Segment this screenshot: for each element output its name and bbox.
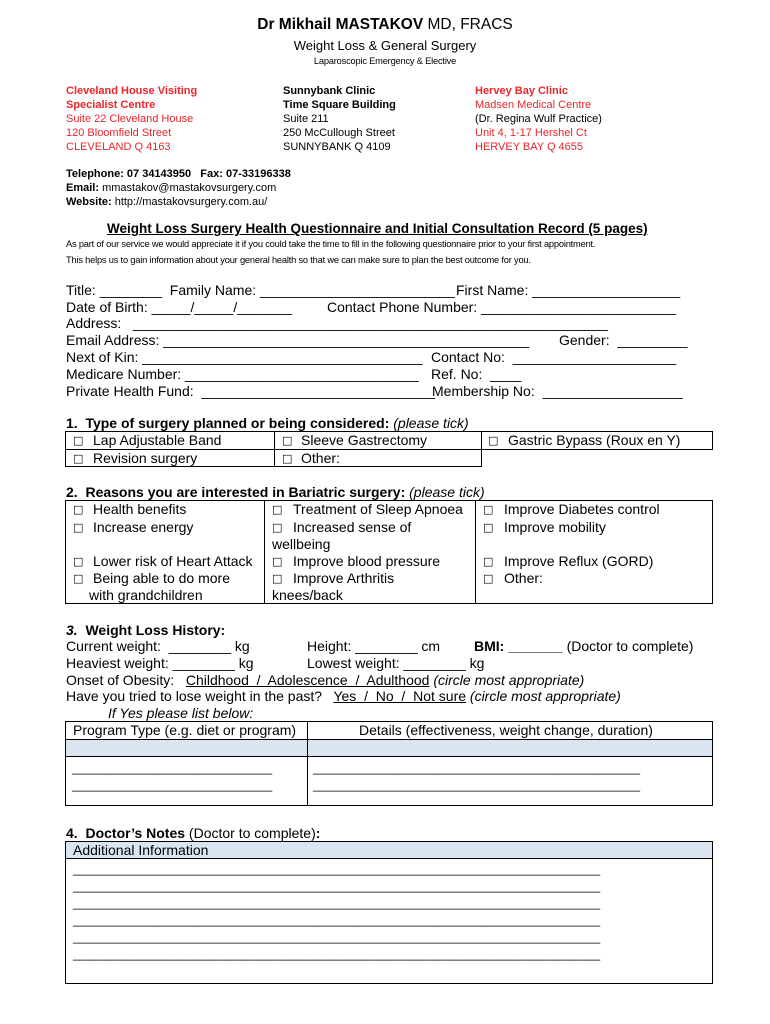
website-line: [66, 196, 267, 208]
checkbox-sleeve[interactable]: □: [282, 434, 293, 447]
notes-line-2[interactable]: _______________________________________________________________________________: [73, 879, 601, 893]
health-fund-field[interactable]: Private Health Fund: ______________________________: [66, 383, 435, 399]
clinic-sunnybank-line-5: SUNNYBANK Q 4109: [283, 141, 391, 153]
clinic-herveybay-line-1: Hervey Bay Clinic: [475, 85, 568, 97]
section-2-note: (please tick): [405, 484, 485, 500]
doctor-name: [0, 16, 770, 34]
checkbox-reflux[interactable]: □: [483, 555, 494, 568]
clinic-cleveland-line-3: Suite 22 Cleveland House: [66, 113, 194, 125]
checkbox-blood-pressure[interactable]: □: [272, 555, 283, 568]
notes-line-4[interactable]: _______________________________________________________________________________: [73, 913, 601, 927]
section-3-number: 3.: [66, 622, 78, 638]
dob-field[interactable]: Date of Birth: _____/_____/_______: [66, 299, 292, 315]
website-label: Website:: [66, 196, 112, 208]
details-row-1[interactable]: [307, 739, 713, 757]
reason-blood-pressure: Improve blood pressure: [293, 553, 441, 569]
notes-line-6[interactable]: _______________________________________________________________________________: [73, 947, 601, 961]
reason-mobility: Improve mobility: [504, 519, 606, 535]
program-row-1[interactable]: [65, 739, 308, 757]
clinic-sunnybank-line-1: Sunnybank Clinic: [283, 85, 376, 97]
reason-other: Other:: [504, 570, 543, 586]
option-sleeve: Sleeve Gastrectomy: [301, 432, 428, 448]
email-line: [66, 182, 276, 194]
checkbox-grandchildren[interactable]: □: [73, 572, 84, 585]
practice-tagline: Laparoscopic Emergency & Elective: [313, 56, 457, 66]
next-of-kin-field[interactable]: Next of Kin: ____________________________________: [66, 349, 423, 365]
section-3-heading: Weight Loss History:: [77, 622, 226, 638]
clinic-herveybay-line-5: HERVEY BAY Q 4655: [475, 141, 584, 153]
clinic-cleveland-line-2: Specialist Centre: [66, 99, 156, 111]
reason-diabetes: Improve Diabetes control: [504, 501, 660, 517]
clinic-sunnybank-line-2: Time Square Building: [283, 99, 396, 111]
option-revision: Revision surgery: [93, 450, 198, 466]
onset-of-obesity: [66, 672, 584, 688]
section-3-title: [66, 622, 225, 638]
onset-note: (circle most appropriate): [429, 672, 585, 688]
checkbox-other-surgery[interactable]: □: [282, 452, 293, 465]
tried-to-lose-weight: [66, 688, 621, 704]
membership-no-field[interactable]: Membership No: __________________: [432, 383, 683, 399]
section-1-note: (please tick): [389, 415, 469, 431]
reason-heart-attack: Lower risk of Heart Attack: [93, 553, 253, 569]
if-yes-instruction: If Yes please list below:: [108, 705, 254, 721]
reason-grandchildren-line-2: with grandchildren: [89, 587, 203, 603]
address-field[interactable]: Address: _____________________________________________________________: [66, 315, 608, 331]
reason-health-benefits: Health benefits: [93, 501, 187, 517]
contact-phone-field[interactable]: Contact Phone Number: _________________________: [327, 299, 676, 315]
intro-line-2: This helps us to gain information about your general health so that we can make sure to plan the best outcome for you.: [66, 255, 531, 265]
section-4-colon: :: [315, 825, 321, 841]
doctor-credentials: MD, FRACS: [423, 16, 513, 33]
doctor-name-bold: Dr Mikhail MASTAKOV: [257, 16, 424, 33]
title-family-name-field[interactable]: Title: ________ Family Name: _________________________: [66, 282, 455, 298]
checkbox-arthritis[interactable]: □: [272, 572, 283, 585]
clinic-herveybay-line-4: Unit 4, 1-17 Hershel Ct: [475, 127, 587, 139]
contact-no-field[interactable]: Contact No: _____________________: [431, 349, 677, 365]
notes-line-3[interactable]: _______________________________________________________________________________: [73, 896, 601, 910]
email-label: Email:: [66, 182, 100, 194]
clinic-cleveland-line-5: CLEVELAND Q 4163: [66, 141, 171, 153]
section-2-title: [66, 484, 485, 500]
checkbox-increase-energy[interactable]: □: [73, 521, 84, 534]
practice-subtitle: Weight Loss & General Surgery: [293, 38, 477, 53]
option-bypass: Gastric Bypass (Roux en Y): [508, 432, 681, 448]
onset-options[interactable]: Childhood / Adolescence / Adulthood: [185, 672, 430, 688]
reason-arthritis-line-1: Improve Arthritis: [293, 570, 395, 586]
bmi-label: BMI: _______: [474, 638, 563, 654]
details-blank-1[interactable]: _________________________________________________: [313, 761, 641, 775]
clinic-sunnybank-line-4: 250 McCullough Street: [283, 127, 395, 139]
option-other-surgery: Other:: [301, 450, 340, 466]
checkbox-other-reason[interactable]: □: [483, 572, 494, 585]
intro-line-1: As part of our service we would appreciate it if you could take the time to fill in the following questionnaire prior to your first appointment.: [66, 239, 596, 249]
checkbox-sleep-apnoea[interactable]: □: [272, 503, 283, 516]
reason-wellbeing-line-1: Increased sense of: [293, 519, 412, 535]
section-2-heading: 2. Reasons you are interested in Bariatric surgery:: [66, 484, 406, 500]
lowest-weight-field[interactable]: Lowest weight: ________ kg: [307, 655, 485, 671]
clinic-herveybay-line-3: (Dr. Regina Wulf Practice): [475, 113, 602, 125]
section-1-title: [66, 415, 469, 431]
bmi-field[interactable]: [474, 638, 693, 654]
checkbox-wellbeing[interactable]: □: [272, 521, 283, 534]
tried-note: (circle most appropriate): [466, 688, 621, 704]
ref-no-field[interactable]: Ref. No: ____: [431, 366, 522, 382]
reason-wellbeing-line-2: wellbeing: [272, 536, 331, 552]
checkbox-bypass[interactable]: □: [488, 434, 499, 447]
checkbox-lap-band[interactable]: □: [73, 434, 84, 447]
details-blank-2[interactable]: _________________________________________________: [313, 778, 641, 792]
checkbox-mobility[interactable]: □: [483, 521, 494, 534]
checkbox-revision[interactable]: □: [73, 452, 84, 465]
reason-reflux: Improve Reflux (GORD): [504, 553, 654, 569]
notes-line-5[interactable]: _______________________________________________________________________________: [73, 930, 601, 944]
section-4-title: [66, 825, 320, 841]
reason-increase-energy: Increase energy: [93, 519, 194, 535]
section-1-heading: 1. Type of surgery planned or being considered:: [66, 415, 390, 431]
program-blank-1[interactable]: ______________________________: [72, 761, 273, 775]
notes-line-1[interactable]: _______________________________________________________________________________: [73, 862, 601, 876]
bmi-note: (Doctor to complete): [562, 638, 694, 654]
checkbox-diabetes[interactable]: □: [483, 503, 494, 516]
form-title: Weight Loss Surgery Health Questionnaire and Initial Consultation Record (5 pages): [107, 221, 648, 236]
section-4-heading: 4. Doctor’s Notes: [66, 825, 186, 841]
checkbox-health-benefits[interactable]: □: [73, 503, 84, 516]
reason-sleep-apnoea: Treatment of Sleep Apnoea: [293, 501, 463, 517]
email-address-field[interactable]: Email Address: _______________________________________________: [66, 332, 530, 348]
clinic-cleveland-line-4: 120 Bloomfield Street: [66, 127, 172, 139]
heaviest-weight-field[interactable]: Heaviest weight: ________ kg: [66, 655, 254, 671]
option-lap-band: Lap Adjustable Band: [93, 432, 222, 448]
additional-info-label: Additional Information: [73, 842, 209, 858]
height-field[interactable]: Height: ________ cm: [307, 638, 441, 654]
reason-arthritis-line-2: knees/back: [272, 587, 343, 603]
medicare-number-field[interactable]: Medicare Number: ______________________________: [66, 366, 419, 382]
tried-options[interactable]: Yes / No / Not sure: [333, 688, 467, 704]
section-4-note: (Doctor to complete): [185, 825, 316, 841]
reason-grandchildren-line-1: Being able to do more: [93, 570, 230, 586]
gender-field[interactable]: Gender: _________: [559, 332, 688, 348]
program-column-header: Program Type (e.g. diet or program): [73, 722, 297, 738]
first-name-field[interactable]: First Name: ___________________: [456, 282, 681, 298]
current-weight-field[interactable]: Current weight: ________ kg: [66, 638, 250, 654]
tried-label: Have you tried to lose weight in the past?: [66, 688, 334, 704]
website-url[interactable]: http://mastakovsurgery.com.au/: [111, 196, 268, 208]
telephone-fax: Telephone: 07 34143950 Fax: 07-33196338: [66, 168, 291, 180]
clinic-herveybay-line-2: Madsen Medical Centre: [475, 99, 592, 111]
clinic-sunnybank-line-3: Suite 211: [283, 113, 329, 125]
clinic-cleveland-line-1: Cleveland House Visiting: [66, 85, 198, 97]
email-address[interactable]: mmastakov@mastakovsurgery.com: [99, 182, 277, 194]
program-blank-2[interactable]: ______________________________: [72, 778, 273, 792]
onset-label: Onset of Obesity:: [66, 672, 186, 688]
details-column-header: Details (effectiveness, weight change, duration): [359, 722, 653, 738]
checkbox-heart-attack[interactable]: □: [73, 555, 84, 568]
